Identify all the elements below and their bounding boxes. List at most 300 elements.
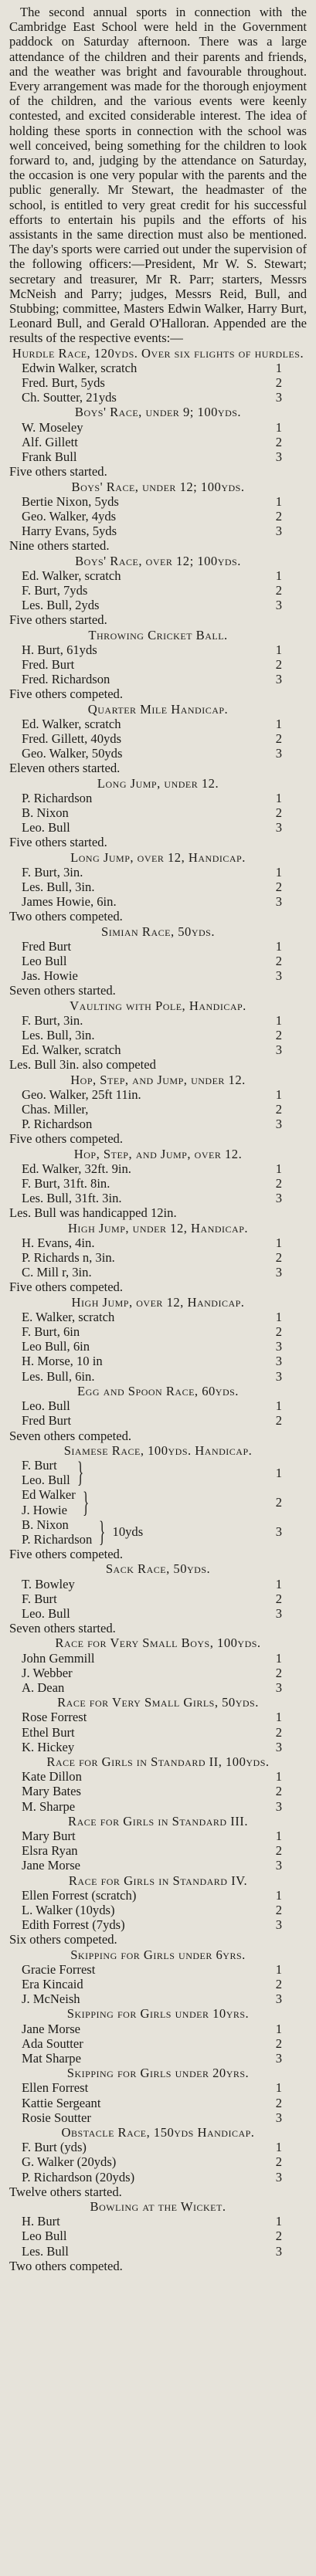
result-place: 2 xyxy=(275,1413,282,1429)
result-name: Fred Burt xyxy=(22,1413,72,1429)
event-block xyxy=(9,2006,307,2066)
result-place: 3 xyxy=(275,1798,282,1814)
result-row xyxy=(9,1591,307,1606)
result-name: Leo. Bull xyxy=(22,1473,70,1488)
result-place: 2 xyxy=(275,1250,282,1266)
result-place: 1 xyxy=(275,1650,282,1666)
result-name: T. Bowley xyxy=(22,1576,75,1591)
event-block xyxy=(9,924,307,998)
result-place: 2 xyxy=(275,1028,282,1043)
result-place: 2 xyxy=(275,954,282,968)
result-name: W. Moseley xyxy=(22,419,83,435)
result-name: Les. Bull, 6in. xyxy=(22,1368,95,1384)
result-row xyxy=(9,1651,307,1666)
result-name: Ethel Burt xyxy=(22,1724,75,1740)
pair-names xyxy=(9,1487,76,1517)
result-row xyxy=(9,1680,307,1695)
result-place: 1 xyxy=(275,1887,282,1903)
result-place: 2 xyxy=(275,2154,282,2170)
result-row xyxy=(9,1710,307,1724)
result-place: 3 xyxy=(275,2243,282,2259)
event-note: Five others started. xyxy=(9,612,107,628)
result-name: Geo. Walker, 4yds xyxy=(22,508,117,524)
result-name: Geo. Walker, 25ft 11in. xyxy=(22,1086,141,1102)
event-note: Eleven others started. xyxy=(9,761,121,776)
result-name: Geo. Walker, 50yds xyxy=(22,746,123,761)
result-name: F. Burt xyxy=(22,1457,57,1473)
result-name: F. Burt, 31ft. 8in. xyxy=(22,1176,110,1191)
result-place: 1 xyxy=(275,360,282,375)
handicap-note: 10yds xyxy=(112,1524,144,1540)
event-block xyxy=(9,1221,307,1295)
result-name: Ch. Soutter, 21yds xyxy=(22,390,117,405)
event-block xyxy=(9,1073,307,1147)
result-name: Frank Bull xyxy=(22,449,77,465)
result-name: Ed. Walker, scratch xyxy=(22,1042,121,1058)
result-name: H. Evans, 4in. xyxy=(22,1235,95,1250)
event-block xyxy=(9,2125,307,2199)
result-name: Leo. Bull xyxy=(22,820,70,836)
result-pair xyxy=(9,1517,307,1547)
result-name: Ed. Walker, scratch xyxy=(22,716,121,731)
result-row xyxy=(9,1769,307,1784)
event-heading: Quarter Mile Handicap. xyxy=(87,701,229,717)
result-row xyxy=(9,1324,307,1339)
result-row xyxy=(9,2080,307,2095)
result-place: 2 xyxy=(275,2095,282,2110)
result-row xyxy=(9,1250,307,1265)
result-place: 3 xyxy=(275,1858,282,1873)
result-row xyxy=(9,880,307,894)
event-note: Nine others started. xyxy=(9,538,110,554)
result-name: Mary Bates xyxy=(22,1784,81,1799)
result-place: 2 xyxy=(275,1591,282,1606)
event-heading: Bowling at the Wicket. xyxy=(90,2199,226,2215)
result-name: E. Walker, scratch xyxy=(22,1309,115,1324)
result-name: Edith Forrest (7yds) xyxy=(22,1917,125,1933)
event-block xyxy=(9,1147,307,1221)
result-row xyxy=(9,791,307,805)
result-row xyxy=(9,583,307,598)
result-row xyxy=(9,420,307,435)
result-row xyxy=(9,435,307,449)
result-row xyxy=(9,1917,307,1932)
result-place: 2 xyxy=(275,2035,282,2051)
result-row xyxy=(9,820,307,835)
event-block xyxy=(9,1814,307,1873)
result-place: 2 xyxy=(275,1724,282,1740)
result-row xyxy=(9,494,307,509)
result-name: H. Burt, 61yds xyxy=(22,642,97,657)
result-place: 3 xyxy=(275,1917,282,1933)
result-place: 2 xyxy=(275,1102,282,1117)
event-block xyxy=(9,2066,307,2125)
result-row xyxy=(9,954,307,968)
result-name: Fred. Burt xyxy=(22,656,75,672)
event-heading: Hurdle Race, 120yds. Over six flights of hurdles. xyxy=(12,345,304,361)
result-name: Fred. Burt, 5yds xyxy=(22,375,105,391)
event-block xyxy=(9,1873,307,1947)
result-place: 3 xyxy=(275,2110,282,2125)
result-name: James Howie, 6in. xyxy=(22,894,117,910)
result-place: 1 xyxy=(275,568,282,583)
result-place: 1 xyxy=(275,790,282,805)
result-row xyxy=(9,1829,307,1843)
result-row xyxy=(9,1176,307,1191)
event-note: Les. Bull 3in. also competed xyxy=(9,1057,156,1073)
result-place: 1 xyxy=(275,864,282,880)
result-row xyxy=(9,1962,307,1977)
result-row xyxy=(9,865,307,880)
result-place: 2 xyxy=(275,879,282,894)
event-note: Two others competed. xyxy=(9,909,123,924)
event-block xyxy=(9,1384,307,1443)
result-name: Ellen Forrest (scratch) xyxy=(22,1887,137,1903)
result-row xyxy=(9,1310,307,1324)
result-place: 1 xyxy=(275,1465,282,1480)
result-pair xyxy=(9,1456,307,1490)
result-place: 2 xyxy=(275,1903,282,1917)
result-place: 2 xyxy=(275,582,282,598)
event-note: Seven others started. xyxy=(9,1621,116,1636)
result-name: F. Burt (yds) xyxy=(22,2140,87,2155)
result-row xyxy=(9,1977,307,1991)
result-name: Gracie Forrest xyxy=(22,1961,96,1977)
event-note: Five others competed. xyxy=(9,1547,124,1562)
result-place: 3 xyxy=(275,1368,282,1384)
result-name: P. Richardson (20yds) xyxy=(22,2169,135,2185)
result-row xyxy=(9,1991,307,2006)
result-row xyxy=(9,672,307,686)
event-note: Seven others started. xyxy=(9,983,116,998)
result-name: F. Burt, 3in. xyxy=(22,864,83,880)
result-place: 1 xyxy=(275,2214,282,2229)
event-note: Six others competed. xyxy=(9,1932,117,1947)
result-place: 3 xyxy=(275,1679,282,1695)
result-place: 1 xyxy=(275,1086,282,1102)
result-row xyxy=(9,1117,307,1131)
result-name: Leo. Bull xyxy=(22,1398,70,1414)
result-row xyxy=(9,717,307,731)
result-place: 2 xyxy=(275,1176,282,1191)
result-place: 2 xyxy=(275,434,282,449)
result-row xyxy=(9,509,307,524)
result-name: P. Richardson xyxy=(22,1531,93,1547)
result-row xyxy=(9,2229,307,2243)
event-block xyxy=(9,346,307,405)
result-row xyxy=(9,568,307,583)
event-heading: Race for Girls in Standard II, 100yds. xyxy=(46,1754,270,1769)
result-name: H. Morse, 10 in xyxy=(22,1354,103,1369)
result-name: Era Kincaid xyxy=(22,1977,83,1992)
result-name: Les. Bull, 3in. xyxy=(22,879,95,894)
result-place: 3 xyxy=(275,746,282,761)
result-name: Elsra Ryan xyxy=(22,1843,78,1859)
result-name: Kate Dillon xyxy=(22,1769,82,1785)
event-heading: Long Jump, over 12, Handicap. xyxy=(70,849,246,865)
event-heading: Throwing Cricket Ball. xyxy=(88,627,228,642)
result-row xyxy=(9,2036,307,2051)
result-name: P. Richardson xyxy=(22,790,93,805)
result-place: 3 xyxy=(275,2169,282,2185)
result-name: A. Dean xyxy=(22,1679,65,1695)
event-heading: Long Jump, under 12. xyxy=(97,775,219,791)
result-row xyxy=(9,1740,307,1754)
result-name: B. Nixon xyxy=(22,805,69,820)
result-name: F. Burt, 3in. xyxy=(22,1012,83,1028)
result-place: 3 xyxy=(275,1991,282,2007)
result-row xyxy=(9,1265,307,1280)
event-heading: Race for Girls in Standard III. xyxy=(68,1813,248,1829)
result-place: 3 xyxy=(275,1354,282,1369)
result-name: Jane Morse xyxy=(22,1858,81,1873)
result-place: 3 xyxy=(275,1739,282,1754)
result-place: 1 xyxy=(275,419,282,435)
result-name: Kattie Sergeant xyxy=(22,2095,101,2110)
brace-mark: } xyxy=(82,1486,90,1519)
result-place: 2 xyxy=(275,1324,282,1340)
result-place: 3 xyxy=(275,449,282,465)
event-heading: Boys' Race, under 12; 100yds. xyxy=(71,479,245,494)
result-name: Fred. Gillett, 40yds xyxy=(22,730,122,746)
result-row xyxy=(9,361,307,375)
result-pair xyxy=(9,1487,307,1517)
result-name: Ed Walker xyxy=(22,1487,76,1503)
result-name: L. Walker (10yds) xyxy=(22,1903,115,1917)
result-place: 2 xyxy=(275,1977,282,1992)
result-name: Mat Sharpe xyxy=(22,2051,81,2066)
brace-mark: } xyxy=(99,1515,106,1548)
result-name: Les. Bull, 31ft. 3in. xyxy=(22,1191,122,1206)
event-heading: Race for Girls in Standard IV. xyxy=(68,1873,248,1888)
result-row xyxy=(9,1799,307,1814)
result-name: Alf. Gillett xyxy=(22,434,78,449)
event-block xyxy=(9,405,307,479)
result-row xyxy=(9,1606,307,1621)
event-block xyxy=(9,2199,307,2273)
event-heading: Obstacle Race, 150yds Handicap. xyxy=(61,2125,255,2140)
result-row xyxy=(9,968,307,983)
event-block xyxy=(9,850,307,924)
result-name: Leo Bull, 6in xyxy=(22,1339,90,1354)
result-name: Edwin Walker, scratch xyxy=(22,360,138,375)
result-name: Fred Burt xyxy=(22,938,72,954)
result-row xyxy=(9,1369,307,1384)
result-name: G. Walker (20yds) xyxy=(22,2154,117,2170)
event-heading: Siamese Race, 100yds. Handicap. xyxy=(63,1442,253,1458)
event-block xyxy=(9,554,307,628)
result-row xyxy=(9,1028,307,1042)
result-place: 1 xyxy=(275,1398,282,1414)
event-heading: Hop, Step, and Jump, under 12. xyxy=(70,1072,246,1087)
result-row xyxy=(9,598,307,612)
result-row xyxy=(9,2096,307,2110)
result-place: 1 xyxy=(275,1961,282,1977)
result-name: Leo. Bull xyxy=(22,1605,70,1621)
result-row xyxy=(9,939,307,954)
result-place: 1 xyxy=(275,1576,282,1591)
pair-names xyxy=(9,1458,70,1487)
result-place: 3 xyxy=(275,1524,282,1540)
result-place: 1 xyxy=(275,1828,282,1843)
result-place: 2 xyxy=(275,1665,282,1680)
result-place: 3 xyxy=(275,2051,282,2066)
result-place: 3 xyxy=(275,1042,282,1058)
result-name: J. McNeish xyxy=(22,1991,80,2007)
result-name: Harry Evans, 5yds xyxy=(22,524,117,539)
event-block xyxy=(9,1443,307,1562)
result-name: P. Richards n, 3in. xyxy=(22,1250,115,1266)
result-row xyxy=(9,1413,307,1428)
event-heading: Boys' Race, over 12; 100yds. xyxy=(75,553,241,568)
result-place: 3 xyxy=(275,1191,282,1206)
result-name: Ellen Forrest xyxy=(22,2080,89,2096)
result-name: Bertie Nixon, 5yds xyxy=(22,493,119,509)
event-heading: Simian Race, 50yds. xyxy=(101,924,215,939)
result-row xyxy=(9,1013,307,1028)
event-block xyxy=(9,1947,307,2007)
event-block xyxy=(9,776,307,850)
result-name: M. Sharpe xyxy=(22,1798,76,1814)
result-name: C. Mill r, 3in. xyxy=(22,1265,92,1280)
result-place: 3 xyxy=(275,968,282,984)
result-name: Fred. Richardson xyxy=(22,672,110,687)
result-place: 1 xyxy=(275,1710,282,1725)
result-place: 2 xyxy=(275,2229,282,2244)
result-name: Les. Bull xyxy=(22,2243,69,2259)
result-name: Rose Forrest xyxy=(22,1710,87,1725)
result-name: Rosie Soutter xyxy=(22,2110,91,2125)
event-note: Les. Bull was handicapped 12in. xyxy=(9,1205,177,1221)
result-row xyxy=(9,894,307,909)
result-name: Chas. Miller, xyxy=(22,1102,89,1117)
result-row xyxy=(9,1398,307,1413)
event-heading: Skipping for Girls under 20yrs. xyxy=(66,2066,250,2081)
result-name: Leo Bull xyxy=(22,2229,67,2244)
result-row xyxy=(9,1102,307,1117)
result-row xyxy=(9,1784,307,1798)
event-heading: Skipping for Girls under 10yrs. xyxy=(66,2006,250,2022)
event-heading: Race for Very Small Girls, 50yds. xyxy=(57,1695,259,1710)
result-place: 3 xyxy=(275,390,282,405)
result-row xyxy=(9,657,307,672)
result-row xyxy=(9,2170,307,2185)
result-place: 1 xyxy=(275,493,282,509)
result-row xyxy=(9,642,307,657)
event-block xyxy=(9,1295,307,1384)
result-name: Les. Bull, 2yds xyxy=(22,598,100,613)
result-row xyxy=(9,1577,307,1591)
result-name: Ed. Walker, scratch xyxy=(22,568,121,583)
result-row xyxy=(9,1354,307,1368)
result-row xyxy=(9,2022,307,2036)
result-row xyxy=(9,1666,307,1680)
result-place: 1 xyxy=(275,2021,282,2036)
result-row xyxy=(9,375,307,390)
result-row xyxy=(9,2051,307,2066)
result-name: F. Burt, 6in xyxy=(22,1324,80,1340)
result-place: 2 xyxy=(275,656,282,672)
result-name: Jas. Howie xyxy=(22,968,78,984)
result-row xyxy=(9,390,307,405)
result-name: Ed. Walker, 32ft. 9in. xyxy=(22,1161,131,1176)
result-row xyxy=(9,1339,307,1354)
event-note: Two others competed. xyxy=(9,2258,123,2273)
result-name: B. Nixon xyxy=(22,1517,69,1532)
result-place: 1 xyxy=(275,1012,282,1028)
result-place: 2 xyxy=(275,508,282,524)
event-block xyxy=(9,628,307,702)
result-name: P. Richardson xyxy=(22,1117,93,1132)
result-row xyxy=(9,2154,307,2169)
result-row xyxy=(9,1903,307,1917)
result-place: 1 xyxy=(275,1769,282,1785)
result-place: 3 xyxy=(275,1339,282,1354)
result-place: 1 xyxy=(275,938,282,954)
event-note: Five others started. xyxy=(9,464,107,480)
result-place: 1 xyxy=(275,2140,282,2155)
event-note: Five others competed. xyxy=(9,1131,124,1147)
result-place: 1 xyxy=(275,1309,282,1324)
result-place: 2 xyxy=(275,805,282,820)
result-place: 3 xyxy=(275,598,282,613)
result-row xyxy=(9,1858,307,1873)
event-block xyxy=(9,480,307,554)
result-place: 3 xyxy=(275,820,282,836)
result-place: 2 xyxy=(275,375,282,391)
event-block xyxy=(9,702,307,776)
result-row xyxy=(9,2244,307,2259)
event-heading: High Jump, over 12, Handicap. xyxy=(71,1294,245,1310)
result-place: 3 xyxy=(275,894,282,910)
result-name: Leo Bull xyxy=(22,954,67,968)
result-name: F. Burt xyxy=(22,1591,57,1606)
event-note: Five others competed. xyxy=(9,1280,124,1295)
result-row xyxy=(9,1161,307,1176)
event-heading: Egg and Spoon Race, 60yds. xyxy=(77,1383,239,1398)
result-name: J. Webber xyxy=(22,1665,73,1680)
result-row xyxy=(9,2140,307,2154)
pair-names xyxy=(9,1517,92,1547)
result-row xyxy=(9,1725,307,1740)
result-place: 2 xyxy=(275,730,282,746)
results-list xyxy=(9,346,307,2273)
result-place: 3 xyxy=(275,524,282,539)
result-place: 3 xyxy=(275,1265,282,1280)
result-place: 1 xyxy=(275,1161,282,1176)
result-row xyxy=(9,746,307,761)
result-place: 2 xyxy=(275,1494,282,1510)
result-place: 3 xyxy=(275,672,282,687)
event-note: Five others started. xyxy=(9,835,107,850)
result-place: 1 xyxy=(275,1235,282,1250)
result-row xyxy=(9,1042,307,1057)
event-heading: Hop, Step, and Jump, over 12. xyxy=(73,1146,243,1161)
event-note: Seven others competed. xyxy=(9,1428,132,1443)
result-row xyxy=(9,1843,307,1858)
result-row xyxy=(9,1888,307,1903)
result-row xyxy=(9,1191,307,1205)
event-block xyxy=(9,1754,307,1814)
event-note: Twelve others started. xyxy=(9,2184,122,2199)
event-heading: Sack Race, 50yds. xyxy=(105,1561,211,1577)
intro-paragraph: The second annual sports in connection with the Cambridge East School were held in the Government paddock on Saturday afternoon. There was a large attendance of the children and their parents and friends, and the weather was bright and favourable throughout. Every arrangement was made for the thorough enjoyment of the children, and the various events were keenly contested, and excited considerable interest. The idea of holding these sports in connection with the school was well conceived, being something for the children to look forward to, and, judging by the attendance on Saturday, the occasion is one very popular with the parents and the public generally. Mr Stewart, the headmaster of the school, is entitled to very great credit for his successful efforts to entertain his pupils and the efforts of his assistants in the same direction must also be mentioned. The day's sports were carried out under the supervision of the following officers:—President, Mr W. S. Stewart; secretary and treasurer, Mr R. Parr; starters, Messrs McNeish and Parry; judges, Messrs Reid, Bull, and Stubbing; committee, Masters Edwin Walker, Harry Burt, Leonard Bull, and Gerald O'Halloran. Appended are the results of the respective events:— xyxy=(9,5,307,346)
result-row xyxy=(9,731,307,746)
result-name: F. Burt, 7yds xyxy=(22,582,88,598)
event-note: Five others competed. xyxy=(9,686,124,702)
result-row xyxy=(9,1235,307,1250)
result-row xyxy=(9,805,307,820)
